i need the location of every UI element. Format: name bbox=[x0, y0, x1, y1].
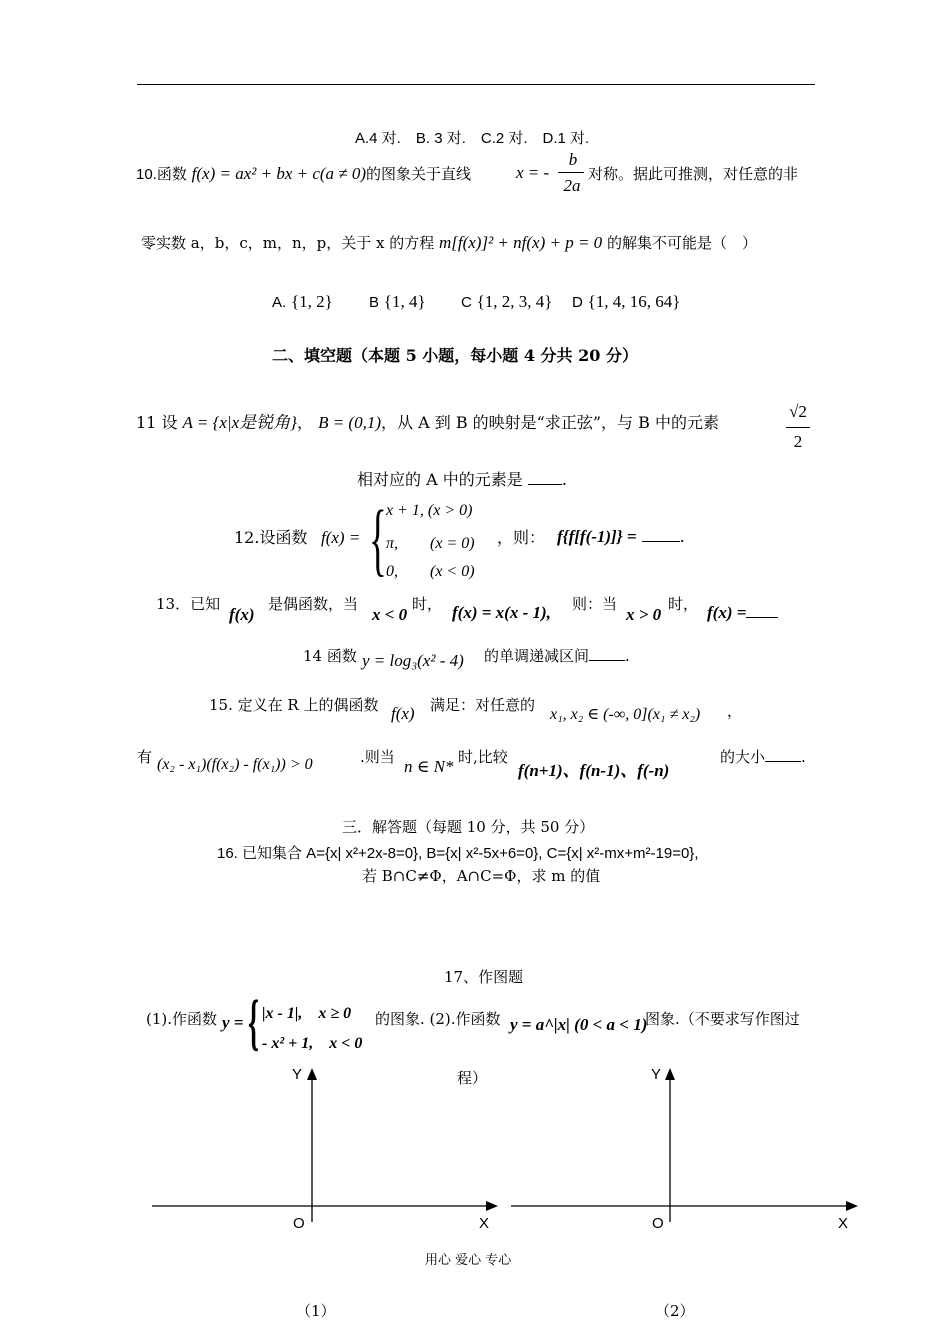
q16-line2: 若 B∩C≠Φ，A∩C=Φ，求 m 的值 bbox=[362, 867, 601, 885]
graph-1-y-label: Y bbox=[292, 1066, 303, 1083]
q15-line2-prefix: 有 bbox=[137, 748, 153, 766]
q12-expr: f{f[f(-1)]} = bbox=[557, 527, 637, 546]
q10-option-d-label: D bbox=[572, 294, 583, 311]
q11-text: ，从 A 到 B 的映射是“求正弦”，与 B 中的元素 bbox=[381, 413, 719, 432]
q10-axis-den: 2a bbox=[563, 176, 581, 195]
q10-equation: m[f(x)]² + nf(x) + p = 0 bbox=[438, 233, 603, 252]
graph-1-axes bbox=[152, 1068, 498, 1222]
graph-1-y-arrow bbox=[307, 1068, 317, 1080]
q15-ineq: (x₂ - x₁)(f(x₂) - f(x₁)) > 0 bbox=[157, 756, 313, 773]
q15-cond: x₁, x₂ ∈ (-∞, 0](x₁ ≠ x₂) bbox=[550, 706, 701, 723]
q14-prefix: 14 函数 bbox=[303, 647, 357, 665]
q11-frac-den: 2 bbox=[793, 432, 803, 451]
q13-t4: 时， bbox=[668, 595, 699, 613]
q11-setB: B = (0,1) bbox=[318, 413, 382, 432]
graph-2-origin-label: O bbox=[652, 1215, 664, 1232]
q17-p1: (1).作函数 bbox=[146, 1010, 218, 1028]
graph-1-origin-label: O bbox=[293, 1215, 305, 1232]
q10-option-c-label: C bbox=[461, 294, 472, 311]
q10-option-b-value: {1, 4} bbox=[383, 292, 426, 311]
q12-expr-wrap: f{f[f(-1)]} = . bbox=[557, 527, 685, 546]
q15-t3: .则当 bbox=[360, 748, 395, 766]
q15-t2: ， bbox=[727, 702, 743, 720]
q13-fx: f(x) bbox=[229, 605, 255, 624]
q13-t2: 时， bbox=[412, 595, 443, 613]
q10-option-c-value: {1, 2, 3, 4} bbox=[476, 292, 553, 311]
section2-title: 二、填空题（本题 5 小题，每小题 4 分共 20 分） bbox=[272, 346, 638, 365]
q10-prefix: 10.函数 bbox=[136, 166, 187, 183]
q17-y: y = bbox=[222, 1013, 244, 1032]
q12-case-3: 0, (x < 0) bbox=[386, 563, 475, 580]
q15-n: n ∈ N* bbox=[404, 757, 454, 776]
q10-option-d-value: {1, 4, 16, 64} bbox=[587, 292, 681, 311]
q17-case-2: - x² + 1, x < 0 bbox=[262, 1035, 363, 1052]
q12-brace: { bbox=[369, 493, 387, 584]
q17-end2: 程） bbox=[457, 1069, 488, 1087]
graph-2-axes bbox=[511, 1068, 858, 1222]
q12-lhs: f(x) = bbox=[321, 528, 361, 547]
graph-2-y-arrow bbox=[665, 1068, 675, 1080]
q10-formula: f(x) = ax² + bx + c(a ≠ 0) bbox=[191, 164, 367, 183]
graph-1-caption: （1） bbox=[296, 1302, 336, 1320]
graph-1-x-label: X bbox=[479, 1215, 490, 1232]
q17-title: 17、作图题 bbox=[444, 968, 524, 986]
q12-case-2: π, (x = 0) bbox=[386, 535, 475, 552]
q17-end: 图象.（不要求写作图过 bbox=[645, 1010, 800, 1028]
q11-line2-text: 相对应的 A 中的元素是 bbox=[357, 470, 523, 489]
page-footer: 用心 爱心 专心 bbox=[425, 1253, 512, 1268]
q15-prefix: 15. 定义在 R 上的偶函数 bbox=[209, 696, 379, 714]
q14-suffix-wrap: 的单调递减区间 . bbox=[484, 647, 630, 665]
q15-t5: 的大小 bbox=[720, 748, 766, 766]
q10-axis-lhs: x = - bbox=[516, 163, 550, 182]
q17-mid: 的图象. (2).作函数 bbox=[375, 1010, 501, 1028]
q10-option-a-label: A. bbox=[272, 294, 287, 311]
q10-option-a-value: {1, 2} bbox=[290, 292, 333, 311]
q13-prefix: 13．已知 bbox=[156, 595, 221, 613]
q17-brace: { bbox=[248, 989, 259, 1057]
graph-2-y-label: Y bbox=[651, 1066, 662, 1083]
q10-suffix: 对称。据此可推测，对任意的非 bbox=[588, 165, 799, 183]
q10-option-b-label: B bbox=[369, 294, 380, 311]
q15-fx: f(x) bbox=[391, 704, 415, 723]
q10-line2-suffix: 的解集不可能是（ ） bbox=[606, 234, 757, 252]
q13-ask: f(x) = bbox=[707, 603, 747, 622]
q17-func2: y = a^|x| (0 < a < 1) bbox=[510, 1015, 648, 1034]
q15-compare: f(n+1)、f(n-1)、f(-n) bbox=[518, 761, 670, 780]
graph-1-x-arrow bbox=[486, 1201, 498, 1211]
graph-2-caption: （2） bbox=[655, 1302, 695, 1320]
q13-def: f(x) = x(x - 1), bbox=[452, 603, 551, 622]
q14-formula: y = log₃(x² - 4) bbox=[362, 651, 464, 670]
q17-case-1: |x - 1|, x ≥ 0 bbox=[262, 1005, 352, 1022]
q11-sep: ， bbox=[296, 413, 313, 432]
q11-prefix: 11 设 bbox=[136, 413, 178, 432]
q12-case-1: x + 1, (x > 0) bbox=[386, 502, 473, 519]
q13-t1: 是偶函数，当 bbox=[268, 595, 359, 613]
q15-t1: 满足：对任意的 bbox=[430, 696, 536, 714]
graph-2-x-arrow bbox=[846, 1201, 858, 1211]
q13-cond1: x < 0 bbox=[372, 605, 408, 624]
q11-frac-num: √2 bbox=[789, 402, 807, 421]
q10-axis-num: b bbox=[568, 150, 578, 169]
q13-t3: 则：当 bbox=[572, 595, 618, 613]
q12-then: ，则： bbox=[497, 528, 546, 547]
q13-cond2: x > 0 bbox=[626, 605, 662, 624]
q11-setA: A = {x|x是锐角} bbox=[182, 413, 297, 432]
section3-title: 三．解答题（每题 10 分，共 50 分） bbox=[342, 818, 595, 836]
q12-prefix: 12.设函数 bbox=[234, 528, 308, 547]
q11-line2: 相对应的 A 中的元素是 . bbox=[357, 470, 567, 489]
q15-t5-wrap: 的大小 . bbox=[720, 748, 806, 766]
q14-suffix: 的单调递减区间 bbox=[484, 647, 590, 665]
q10-mid: 的图象关于直线 bbox=[366, 165, 472, 183]
graph-2-x-label: X bbox=[838, 1215, 849, 1232]
q9-options: A.4 对. B. 3 对. C.2 对. D.1 对. bbox=[355, 130, 590, 147]
q16-line1: 16. 已知集合 A={x| x²+2x-8=0}, B={x| x²-5x+6=0}, C={x| x²-mx+m²-19=0}, bbox=[217, 845, 699, 862]
q15-t4: 时,比较 bbox=[458, 748, 508, 766]
q10-line2-prefix: 零实数 a，b，c，m，n，p，关于 x 的方程 bbox=[141, 234, 435, 252]
